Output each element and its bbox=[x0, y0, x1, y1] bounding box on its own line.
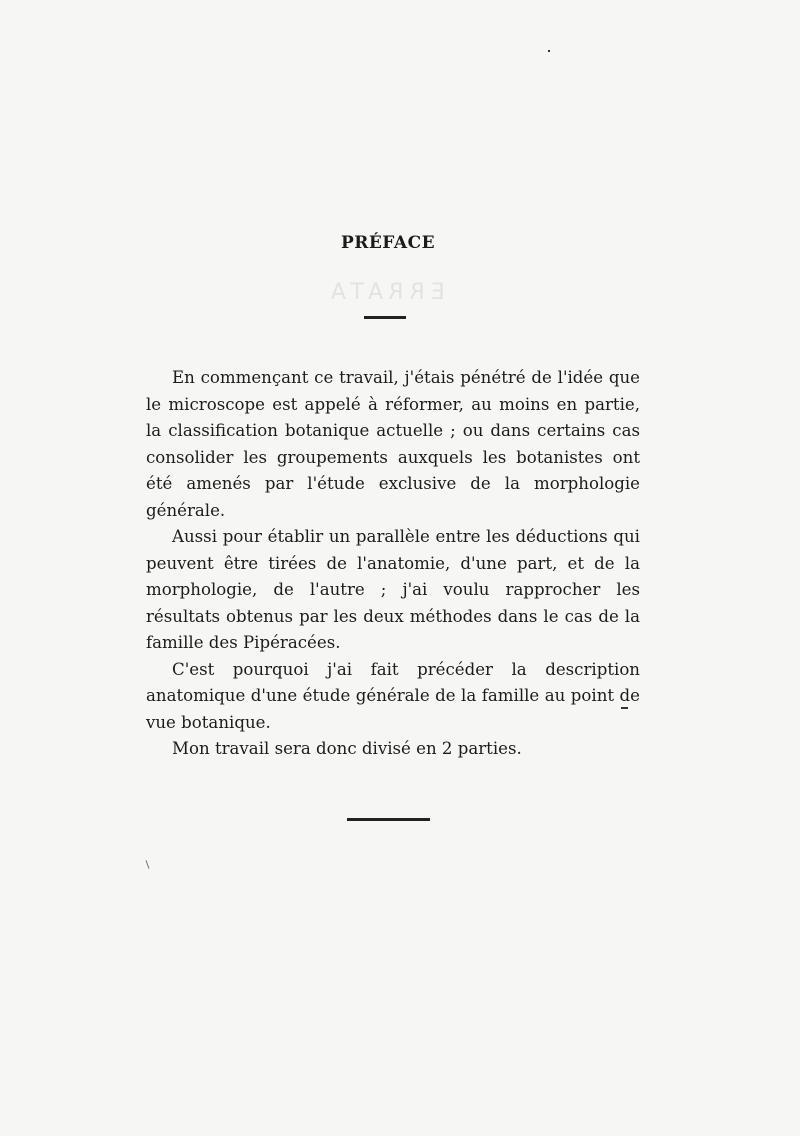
paragraph-4: Mon travail sera donc divisé en 2 parties. bbox=[172, 739, 522, 758]
margin-dash bbox=[621, 707, 628, 709]
preface-body bbox=[146, 365, 640, 763]
margin-tick bbox=[145, 860, 149, 869]
paragraph-1: En commençant ce travail, j'étais pénétré de l'idée que le microscope est appelé à réformer, au moins en partie, la classification botanique actuelle ; ou dans certains cas consolider les groupements auxquels les botanistes ont été amenés par l'étude exclusive de la morphologie générale. bbox=[146, 368, 640, 520]
paragraph-2: Aussi pour établir un parallèle entre les déductions qui peuvent être tirées de l'anatomie, d'une part, et de la morphologie, de l'autre ; j'ai voulu rapprocher les résultats obtenus par les deux méthodes dans le cas de la famille des Pipéracées. bbox=[146, 527, 640, 652]
paragraph-3: C'est pourquoi j'ai fait précéder la description anatomique d'une étude générale de la famille au point de vue botanique. bbox=[146, 659, 640, 732]
show-through-errata: ERRATA bbox=[325, 280, 445, 305]
page-title: PRÉFACE bbox=[340, 233, 436, 253]
title-rule bbox=[364, 316, 406, 319]
speck bbox=[548, 50, 550, 52]
closing-rule bbox=[347, 818, 430, 821]
